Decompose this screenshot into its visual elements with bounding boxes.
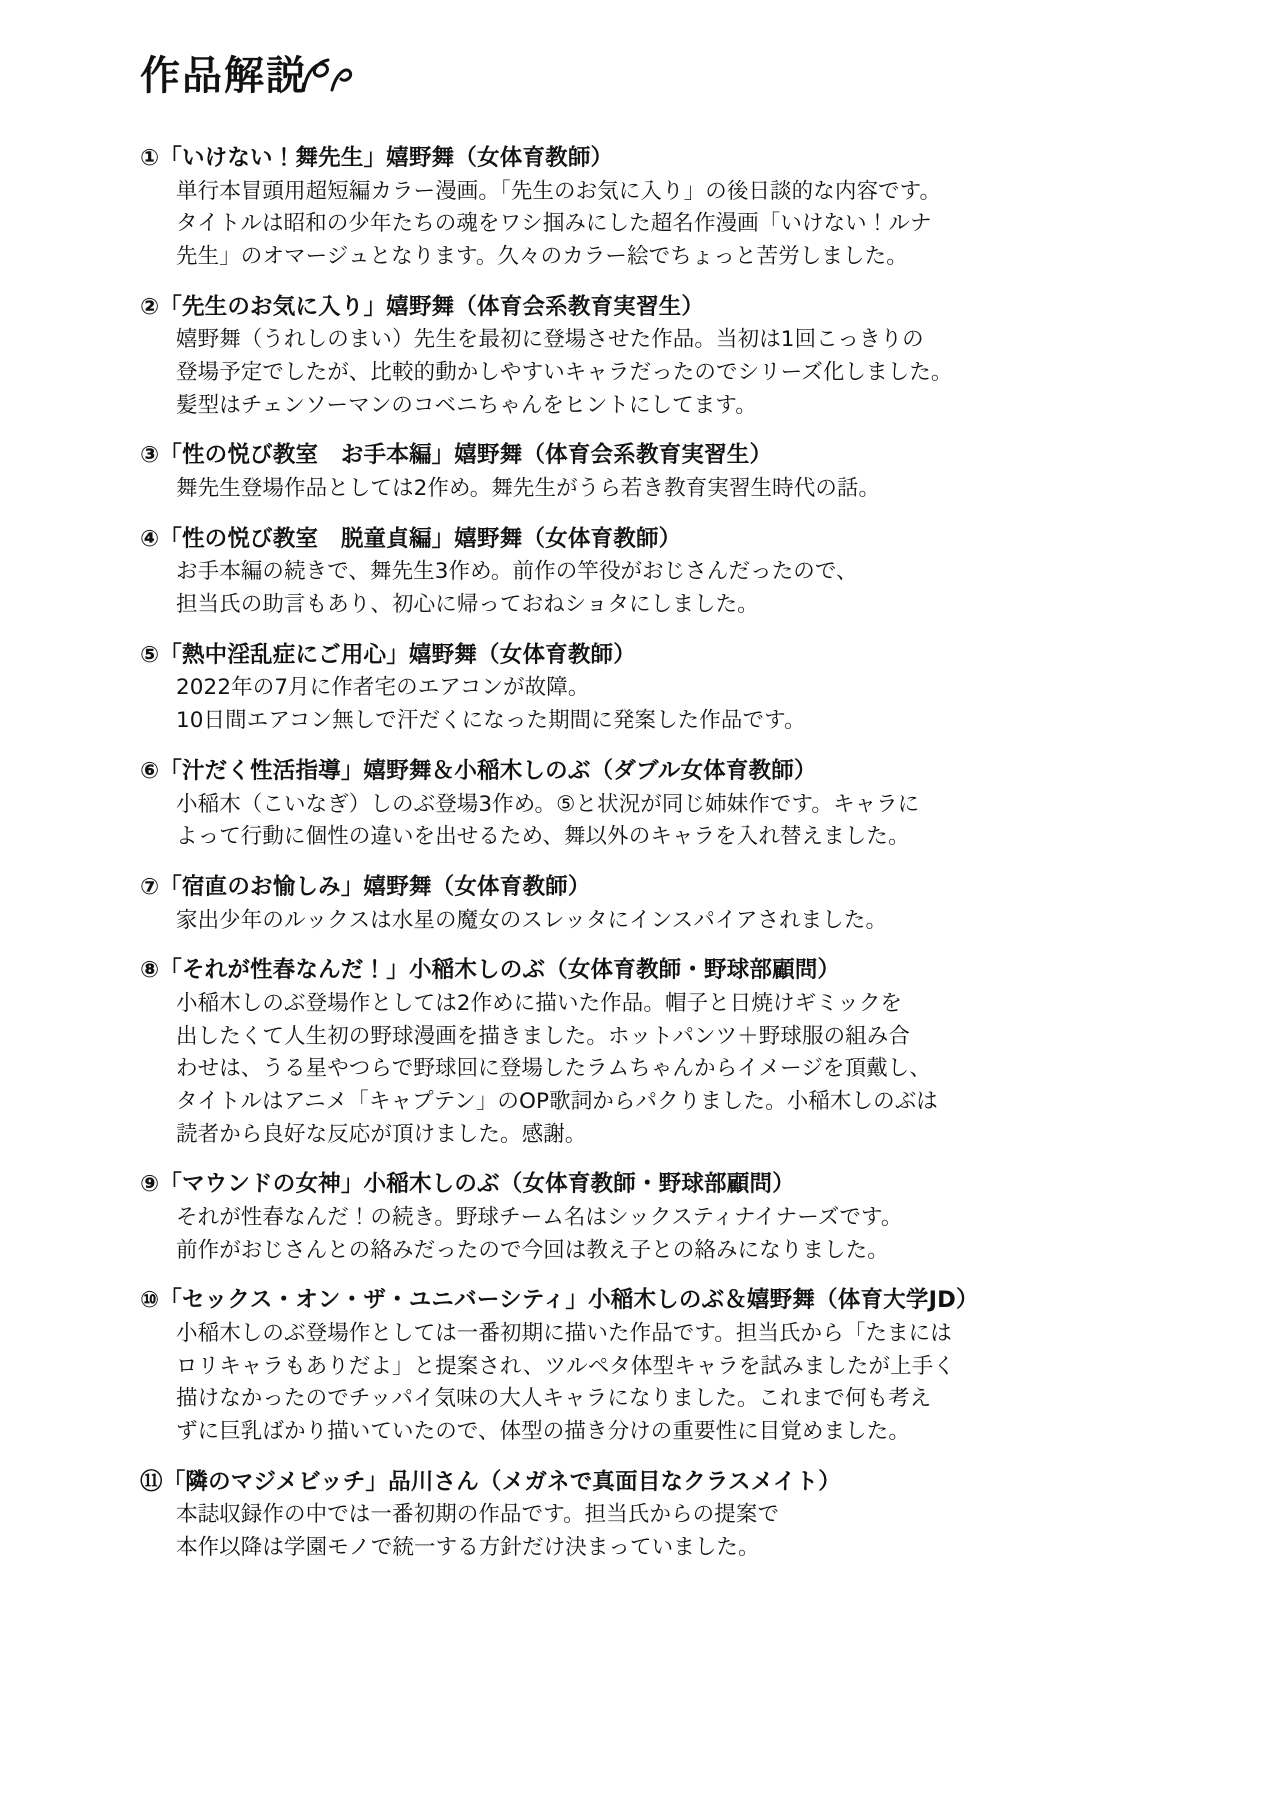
- page-title: 作品解説: [140, 53, 308, 99]
- entry-body-line: タイトルは昭和の少年たちの魂をワシ掴みにした超名作漫画「いけない！ルナ: [176, 211, 932, 237]
- squiggle-icon: [298, 54, 354, 94]
- entry-heading: ⑦「宿直のお愉しみ」嬉野舞（女体育教師）: [140, 873, 591, 900]
- commentary-entry: [140, 144, 1168, 274]
- page-title-block: [140, 53, 1168, 118]
- entry-body: [176, 672, 1168, 737]
- commentary-entry: [140, 293, 1168, 423]
- commentary-entry: [140, 525, 1168, 622]
- entry-heading: ⑪「隣のマジメビッチ」品川さん（メガネで真面目なクラスメイト）: [140, 1468, 842, 1495]
- entry-body-line: 舞先生登場作品としては2作め。舞先生がうら若き教育実習生時代の話。: [176, 476, 881, 502]
- entry-heading: ⑧「それが性春なんだ！」小稲木しのぶ（女体育教師・野球部顧問）: [140, 957, 841, 984]
- entry-body: [176, 789, 1168, 854]
- commentary-entry: [140, 1170, 1168, 1267]
- entry-body-line: 嬉野舞（うれしのまい）先生を最初に登場させた作品。当初は1回こっきりの: [176, 327, 924, 353]
- entry-body-line: 本作以降は学園モノで統一する方針だけ決まっていました。: [176, 1535, 760, 1561]
- entry-heading: ⑨「マウンドの女神」小稲木しのぶ（女体育教師・野球部顧問）: [140, 1171, 795, 1198]
- entry-body: [176, 324, 1168, 422]
- entry-body-line: 登場予定でしたが、比較的動かしやすいキャラだったのでシリーズ化しました。: [176, 360, 953, 386]
- entry-body-line: 小稲木（こいなぎ）しのぶ登場3作め。⑤と状況が同じ姉妹作です。キャラに: [176, 791, 920, 817]
- entry-body-line: 本誌収録作の中では一番初期の作品です。担当氏からの提案で: [176, 1502, 780, 1528]
- entry-body: [176, 988, 1168, 1151]
- commentary-entry: [140, 873, 1168, 937]
- entry-body-line: ずに巨乳ばかり描いていたので、体型の描き分けの重要性に目覚めました。: [176, 1419, 910, 1444]
- entry-heading: ③「性の悦び教室 お手本編」嬉野舞（体育会系教育実習生）: [140, 442, 773, 469]
- entry-heading: ①「いけない！舞先生」嬉野舞（女体育教師）: [140, 145, 614, 171]
- entry-body-line: 担当氏の助言もあり、初心に帰っておねショタにしました。: [176, 592, 759, 618]
- entry-body: [176, 1202, 1168, 1267]
- entry-body-line: 小稲木しのぶ登場作としては2作めに描いた作品。帽子と日焼けギミックを: [176, 990, 903, 1016]
- entry-heading: ②「先生のお気に入り」嬉野舞（体育会系教育実習生）: [140, 293, 705, 320]
- entry-body: [176, 473, 1168, 506]
- entry-body: [176, 176, 1168, 274]
- entry-body-line: 2022年の7月に作者宅のエアコンが故障。: [176, 675, 590, 701]
- entry-body-line: 先生」のオマージュとなります。久々のカラー絵でちょっと苦労しました。: [176, 244, 908, 270]
- commentary-entry: [140, 441, 1168, 505]
- entry-heading: ④「性の悦び教室 脱童貞編」嬉野舞（女体育教師）: [140, 525, 682, 552]
- entry-body: [176, 556, 1168, 621]
- entry-body: [176, 1318, 1168, 1449]
- entry-body-line: お手本編の続きで、舞先生3作め。前作の竿役がおじさんだったので、: [176, 559, 858, 585]
- entry-body-line: 単行本冒頭用超短編カラー漫画。「先生のお気に入り」の後日談的な内容です。: [176, 178, 942, 204]
- entry-body: [176, 1499, 1168, 1564]
- entry-body-line: ロリキャラもありだよ」と提案され、ツルペタ体型キャラを試みましたが上手く: [176, 1353, 955, 1379]
- entry-body-line: わせは、うる星やつらで野球回に登場したラムちゃんからイメージを頂戴し、: [176, 1056, 931, 1082]
- entry-body-line: 小稲木しのぶ登場作としては一番初期に描いた作品です。担当氏から「たまには: [176, 1320, 952, 1346]
- entry-body-line: タイトルはアニメ「キャプテン」のOP歌詞からパクりました。小稲木しのぶは: [176, 1088, 938, 1114]
- entry-body-line: 家出少年のルックスは水星の魔女のスレッタにインスパイアされました。: [176, 907, 888, 933]
- entry-body-line: 描けなかったのでチッパイ気味の大人キャラになりました。これまで何も考え: [176, 1386, 932, 1412]
- entry-heading: ⑩「セックス・オン・ザ・ユニバーシティ」小稲木しのぶ＆嬉野舞（体育大学JD）: [140, 1287, 979, 1314]
- entry-body-line: 前作がおじさんとの絡みだったので今回は教え子との絡みになりました。: [176, 1237, 889, 1263]
- entry-body-line: 10日間エアコン無しで汗だくになった期間に発案した作品です。: [176, 708, 806, 734]
- entry-body: [176, 905, 1168, 938]
- commentary-entry: [140, 1286, 1168, 1448]
- entry-body-line: 出したくて人生初の野球漫画を描きました。ホットパンツ＋野球服の組み合: [176, 1023, 910, 1049]
- entry-body-line: 髪型はチェンソーマンのコベニちゃんをヒントにしてます。: [176, 392, 757, 418]
- entry-heading: ⑤「熱中淫乱症にご用心」嬉野舞（女体育教師）: [140, 641, 636, 668]
- commentary-entry: [140, 1468, 1168, 1565]
- entry-list: [140, 144, 1168, 1565]
- commentary-entry: [140, 757, 1168, 854]
- commentary-entry: [140, 641, 1168, 738]
- entry-body-line: それが性春なんだ！の続き。野球チーム名はシックスティナイナーズです。: [176, 1204, 903, 1230]
- commentary-entry: [140, 956, 1168, 1151]
- entry-body-line: よって行動に個性の違いを出せるため、舞以外のキャラを入れ替えました。: [176, 824, 910, 850]
- entry-body-line: 読者から良好な反応が頂けました。感謝。: [176, 1121, 587, 1147]
- entry-heading: ⑥「汁だく性活指導」嬉野舞＆小稲木しのぶ（ダブル女体育教師）: [140, 757, 817, 784]
